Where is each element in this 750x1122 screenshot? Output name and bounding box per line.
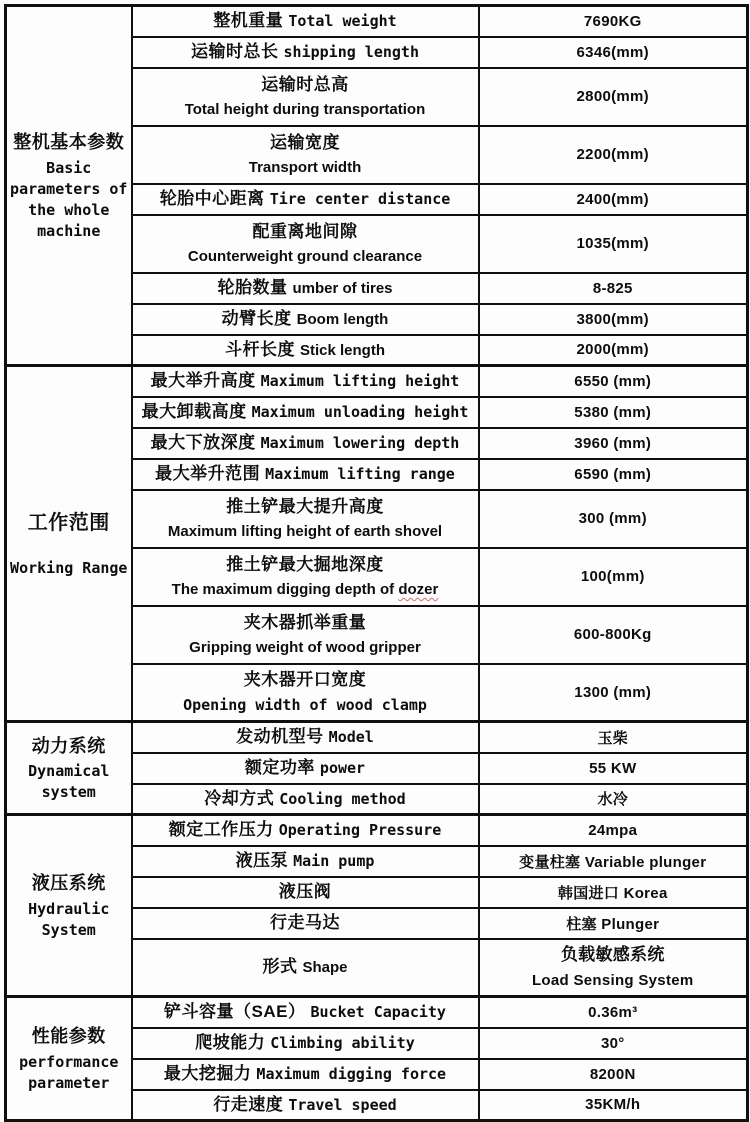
param-cell	[132, 37, 479, 68]
param-label-cn: 行走马达	[270, 913, 340, 932]
param-cell	[132, 1028, 479, 1059]
value-cell: 35KM/h	[479, 1090, 748, 1121]
param-cell	[132, 664, 479, 722]
param-label-cn: 额定功率	[244, 758, 315, 777]
param-label-en: Cooling method	[279, 789, 406, 808]
param-label-cn: 行走速度	[213, 1094, 284, 1114]
param-label-en: Climbing ability	[270, 1034, 415, 1052]
category-cell	[6, 815, 132, 997]
value-cell	[479, 939, 748, 997]
param-label-cn: 发动机型号	[236, 727, 324, 747]
param-label-cn: 形式	[262, 957, 298, 977]
value-cell: 3960 (mm)	[479, 428, 748, 459]
param-label-en: Opening width of wood clamp	[183, 695, 427, 714]
param-label-en: Maximum lowering depth	[260, 434, 460, 452]
param-label-cn: 夹木器抓举重量	[243, 612, 367, 632]
param-label-en: Travel speed	[288, 1095, 397, 1114]
param-cell	[132, 126, 479, 184]
param-label-cn: 推土铲最大提升高度	[226, 496, 384, 516]
category-cell	[6, 997, 132, 1121]
value-cell: 变量柱塞 Variable plunger	[479, 846, 748, 877]
value-cell: 水冷	[479, 784, 748, 815]
value-cell: 300 (mm)	[479, 490, 748, 548]
param-cell	[132, 548, 479, 606]
param-label-en: Maximum digging force	[256, 1065, 447, 1083]
value-cell: 2400(mm)	[479, 184, 748, 215]
param-cell	[132, 397, 479, 428]
category-label-cn: 工作范围	[27, 511, 110, 534]
value-line: 负载敏感系统	[560, 945, 665, 965]
table-row	[6, 366, 748, 397]
category-label-en: performance parameter	[19, 1052, 119, 1092]
value-cell: 8-825	[479, 273, 748, 304]
param-label-en: Maximum lifting height of earth shovel	[167, 523, 443, 541]
param-label-cn: 斗杆长度	[224, 339, 295, 359]
param-cell	[132, 939, 479, 997]
param-label-cn: 运输时总高	[261, 74, 349, 94]
category-cell	[6, 366, 132, 722]
param-label-cn: 运输宽度	[270, 132, 340, 152]
param-label-en: Model	[328, 728, 374, 747]
value-cell: 韩国进口 Korea	[479, 877, 748, 908]
param-label-cn: 整机重量	[213, 11, 284, 31]
param-label-cn: 最大举升高度	[150, 371, 256, 391]
param-label-cn: 最大举升范围	[155, 464, 261, 483]
value-cell: 30°	[479, 1028, 748, 1059]
param-cell	[132, 6, 479, 37]
param-label-en: Boom length	[296, 311, 389, 328]
category-cell	[6, 6, 132, 366]
param-cell	[132, 997, 479, 1028]
value-cell: 6550 (mm)	[479, 366, 748, 397]
param-cell	[132, 877, 479, 908]
param-label-cn: 液压泵	[235, 851, 289, 870]
value-cell: 7690KG	[479, 6, 748, 37]
value-cell: 2000(mm)	[479, 335, 748, 366]
param-label-en: shipping length	[283, 43, 419, 61]
param-label-en: Transport width	[248, 159, 362, 177]
param-label-en: The maximum digging depth of dozer	[171, 581, 439, 599]
category-cell	[6, 722, 132, 815]
category-label-en: Basic parameters of the whole machine	[10, 158, 128, 240]
param-label-en: power	[319, 759, 366, 777]
param-label-en: Tire center distance	[269, 190, 451, 208]
param-label-cn: 最大挖掘力	[163, 1064, 252, 1083]
param-label-en: Counterweight ground clearance	[187, 248, 423, 266]
param-label-cn: 爬坡能力	[195, 1033, 266, 1052]
param-label-cn: 轮胎数量	[217, 278, 288, 297]
category-label-en: Dynamical system	[28, 762, 110, 802]
param-label-en: Total weight	[288, 12, 397, 31]
param-label-en: Maximum lifting height	[260, 372, 460, 391]
param-label-cn: 最大下放深度	[150, 433, 256, 452]
value-cell: 55 KW	[479, 753, 748, 784]
spec-table	[4, 4, 749, 1122]
param-label-en: Maximum unloading height	[251, 403, 469, 421]
value-cell: 1035(mm)	[479, 215, 748, 273]
param-label-cn: 动臂长度	[221, 309, 292, 328]
category-label-cn: 性能参数	[31, 1026, 106, 1047]
value-cell: 3800(mm)	[479, 304, 748, 335]
value-cell: 100(mm)	[479, 548, 748, 606]
value-cell: 柱塞 Plunger	[479, 908, 748, 939]
param-cell	[132, 184, 479, 215]
param-cell	[132, 606, 479, 664]
value-cell: 8200N	[479, 1059, 748, 1090]
param-label-cn: 最大卸载高度	[141, 402, 247, 421]
value-cell: 6346(mm)	[479, 37, 748, 68]
param-cell	[132, 459, 479, 490]
value-cell: 玉柴	[479, 722, 748, 753]
param-label-cn: 轮胎中心距离	[159, 189, 265, 208]
param-label-cn: 推土铲最大掘地深度	[226, 554, 384, 574]
param-cell	[132, 366, 479, 397]
value-cell: 2200(mm)	[479, 126, 748, 184]
table-row	[6, 6, 748, 37]
misspelled-word: dozer	[398, 581, 439, 599]
category-label-cn: 液压系统	[31, 873, 106, 894]
param-label-cn: 配重离地间隙	[252, 221, 358, 241]
param-label-en: Maximum lifting range	[265, 465, 455, 483]
value-line: Load Sensing System	[531, 971, 694, 989]
param-label-cn: 运输时总长	[191, 42, 279, 61]
param-label-en: Total height during transportation	[184, 101, 426, 119]
value-cell: 1300 (mm)	[479, 664, 748, 722]
param-cell	[132, 846, 479, 877]
param-label-en: Main pump	[293, 852, 375, 870]
table-row	[6, 722, 748, 753]
param-label-en: Operating Pressure	[278, 821, 442, 840]
param-cell	[132, 428, 479, 459]
param-cell	[132, 753, 479, 784]
param-label-cn: 冷却方式	[204, 788, 275, 808]
param-cell	[132, 335, 479, 366]
param-cell	[132, 304, 479, 335]
param-cell	[132, 273, 479, 304]
param-label-en: Gripping weight of wood gripper	[189, 639, 421, 657]
value-cell: 5380 (mm)	[479, 397, 748, 428]
param-cell	[132, 815, 479, 846]
param-label-en: umber of tires	[292, 280, 393, 297]
category-label-en: Hydraulic System	[28, 899, 110, 939]
value-cell: 24mpa	[479, 815, 748, 846]
param-label-en: Shape	[302, 959, 348, 977]
param-label-cn: 铲斗容量（SAE）	[164, 1002, 306, 1022]
param-label-cn: 额定工作压力	[168, 820, 274, 840]
param-cell	[132, 215, 479, 273]
param-cell	[132, 1090, 479, 1121]
value-cell: 2800(mm)	[479, 68, 748, 126]
table-row	[6, 815, 748, 846]
param-label-cn: 夹木器开口宽度	[243, 670, 367, 690]
value-cell: 6590 (mm)	[479, 459, 748, 490]
category-label-cn: 动力系统	[31, 735, 106, 756]
param-cell	[132, 784, 479, 815]
spec-table-body	[6, 6, 748, 1121]
param-label-cn: 液压阀	[278, 882, 332, 901]
param-cell	[132, 908, 479, 939]
value-cell: 0.36m³	[479, 997, 748, 1028]
param-cell	[132, 722, 479, 753]
param-label-en: Bucket Capacity	[310, 1003, 446, 1022]
param-label-en: Stick length	[299, 341, 385, 359]
param-cell	[132, 490, 479, 548]
value-cell: 600-800Kg	[479, 606, 748, 664]
param-cell	[132, 1059, 479, 1090]
category-label-cn: 整机基本参数	[13, 132, 125, 153]
param-cell	[132, 68, 479, 126]
table-row	[6, 997, 748, 1028]
category-label-en: Working Range	[10, 558, 128, 577]
